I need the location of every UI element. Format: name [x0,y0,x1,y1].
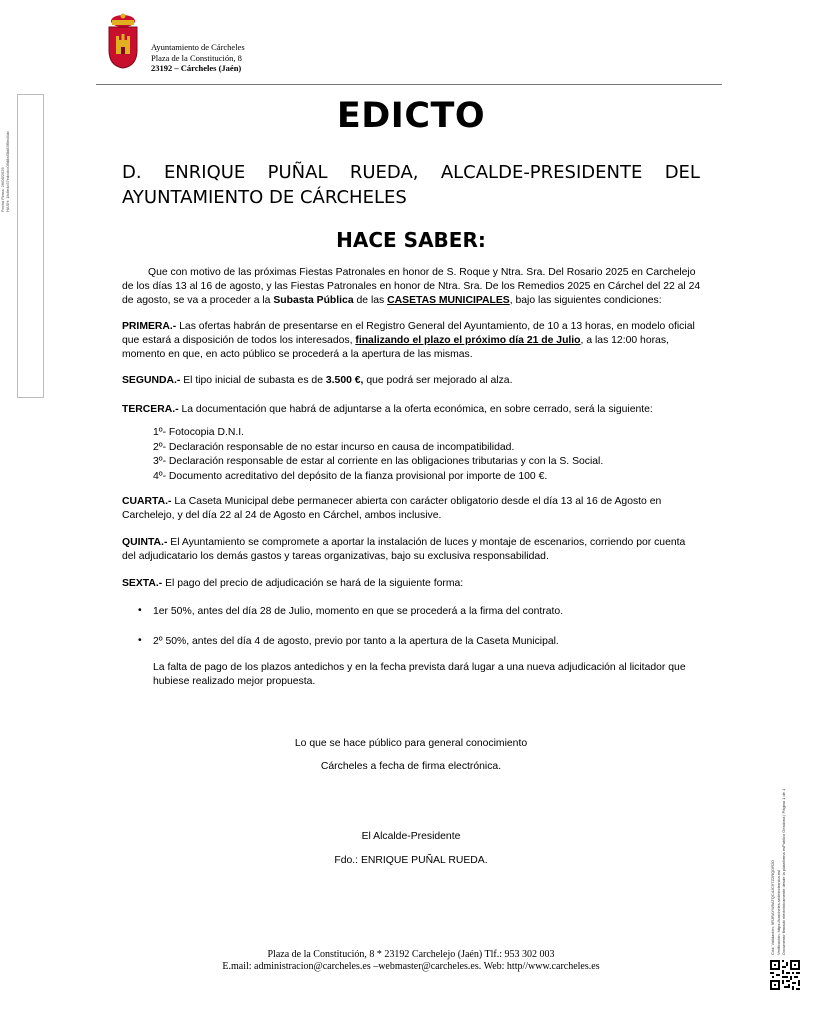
signature-name: Fdo.: ENRIQUE PUÑAL RUEDA. [334,855,488,866]
mayor-word: D. [122,162,142,183]
payment-bullet-1: 1er 50%, antes del día 28 de Julio, momento en que se procederá a la firma del contrato. [153,606,564,617]
list-item: 2º- Declaración responsable de no estar incurso en causa de incompatibilidad. [153,441,515,453]
clause-primera [122,320,702,362]
required-documents-list [153,426,673,484]
header-line-3: 23192 – Cárcheles (Jaén) [151,63,242,73]
mayor-word: PUÑAL [267,162,328,183]
mayor-heading-line-1 [122,160,700,185]
intro-bold-1: Subasta Pública [273,295,354,306]
clause-label: SEXTA.- [122,578,163,589]
hace-saber-heading: HACE SABER: [336,228,486,252]
verification-line-1: Cód. Validación: 9RJRAYW9ATQC4JC9TZ2RQDR2D [770,859,775,955]
clause-text: La Caseta Municipal debe permanecer abierta con carácter obligatorio desde el día 13 al 16 de Agosto en Carchelejo, y del día 22 al 24 de Agosto en Cárchel, ambos inclusive. [122,496,662,521]
footer-contact: E.mail: administracion@carcheles.es –webmaster@carcheles.es. Web: http//www.carcheles.es [222,961,600,972]
footer-address: Plaza de la Constitución, 8 * 23192 Carchelejo (Jaén) Tlf.: 953 302 003 [267,949,555,960]
mayor-word: DEL [664,162,700,183]
clause-tercera [122,403,702,417]
verification-line-2: Verificación: https://carcheles.sedelectronica.es/ [775,869,781,955]
intro-bold-2: CASETAS MUNICIPALES [387,295,510,306]
qr-code-icon[interactable] [770,960,800,990]
verification-strip [770,755,787,955]
clause-text: Las ofertas habrán de presentarse en el Registro General del Ayuntamiento, de 10 a 13 horas, en modelo oficial que estará a disposición de todos los interesados, [122,321,695,346]
verification-line-3: Documento firmado electrónicamente desde la plataforma esPublico Gestiona | Página 1 de 1 [781,788,786,955]
list-item: 1º- Fotocopia D.N.I. [153,427,244,438]
intro-text-3: , bajo las siguientes condiciones: [509,295,662,306]
clause-amount: 3.500 €, [325,375,364,386]
mayor-heading-line-2: AYUNTAMIENTO DE CÁRCHELES [122,187,407,208]
intro-text-2: de las [353,295,388,306]
mayor-word: ENRIQUE [163,162,246,183]
clause-text: El tipo inicial de subasta es de [180,375,326,386]
stamp-line-4: HASH: 1fc8e4c57edcdcc09d8a58a83f5ed4dc [5,131,10,212]
clause-text: , a las 12:00 horas, momento en que, en acto público se procederá a la apertura de las mismas. [122,335,669,360]
closing-line-2: Cárcheles a fecha de firma electrónica. [320,761,502,772]
signature-title: El Alcalde-Presidente [361,831,461,842]
stamp-line-3: Fecha Firma: 26/06/2025 [0,167,5,212]
payment-bullet-2: 2º 50%, antes del día 4 de agosto, previo por tanto a la apertura de la Caseta Municipal. [153,636,559,647]
header-divider [96,84,722,85]
intro-paragraph [122,266,702,308]
clause-deadline: finalizando el plazo el próximo día 21 de Julio [355,335,581,346]
mayor-word: ALCALDE-PRESIDENTE [440,162,643,183]
header-line-1: Ayuntamiento de Cárcheles [151,42,245,52]
intro-text-1: Que con motivo de las próximas Fiestas Patronales en honor de S. Roque y Ntra. Sra. Del Rosario 2025 en Carchelejo de los días 13 al 16 de agosto, y las Fiestas Patronales en honor de Ntra. Sra. De los Remedios 2025 en Cárchel del 22 al 24 de agosto, se va a proceder a la [122,267,701,306]
clause-text: que podrá ser mejorado al alza. [363,375,513,386]
late-payment-paragraph: La falta de pago de los plazos antedichos y en la fecha prevista dará lugar a una nueva adjudicación al licitador que hubiese realizado mejor propuesta. [153,662,686,687]
list-item: 4º- Documento acreditativo del depósito de la fianza provisional por importe de 100 €. [153,470,548,482]
clause-label: SEGUNDA.- [122,375,181,386]
clause-label: PRIMERA.- [122,321,177,332]
clause-cuarta [122,495,702,523]
clause-sexta [122,577,702,591]
mayor-word: RUEDA, [349,162,419,183]
clause-text: La documentación que habrá de adjuntarse a la oferta económica, en sobre cerrado, será la siguiente: [178,404,653,415]
mayor-heading [122,160,700,210]
list-item: 3º- Declaración responsable de estar al corriente en las obligaciones tributarias y con la S. Social. [153,456,604,467]
document-title: EDICTO [336,96,486,136]
clause-text: El Ayuntamiento se compromete a aportar la instalación de luces y montaje de escenarios, corriendo por cuenta del adjudicatario los demás gastos y tareas organizativas, bajo su exclusiva responsabilidad. [122,537,686,562]
clause-label: QUINTA.- [122,537,168,548]
clause-segunda [122,374,702,388]
bullet-icon: • [138,605,142,616]
clause-label: CUARTA.- [122,496,172,507]
closing-line-1: Lo que se hace público para general conocimiento [294,738,528,749]
clause-label: TERCERA.- [122,404,179,415]
header-line-2: Plaza de la Constitución, 8 [151,52,242,63]
clause-quinta [122,536,702,564]
municipality-header [151,42,245,74]
bullet-icon: • [138,635,142,646]
coat-of-arms-icon [106,12,140,70]
clause-text: El pago del precio de adjudicación se hará de la siguiente forma: [162,578,464,589]
